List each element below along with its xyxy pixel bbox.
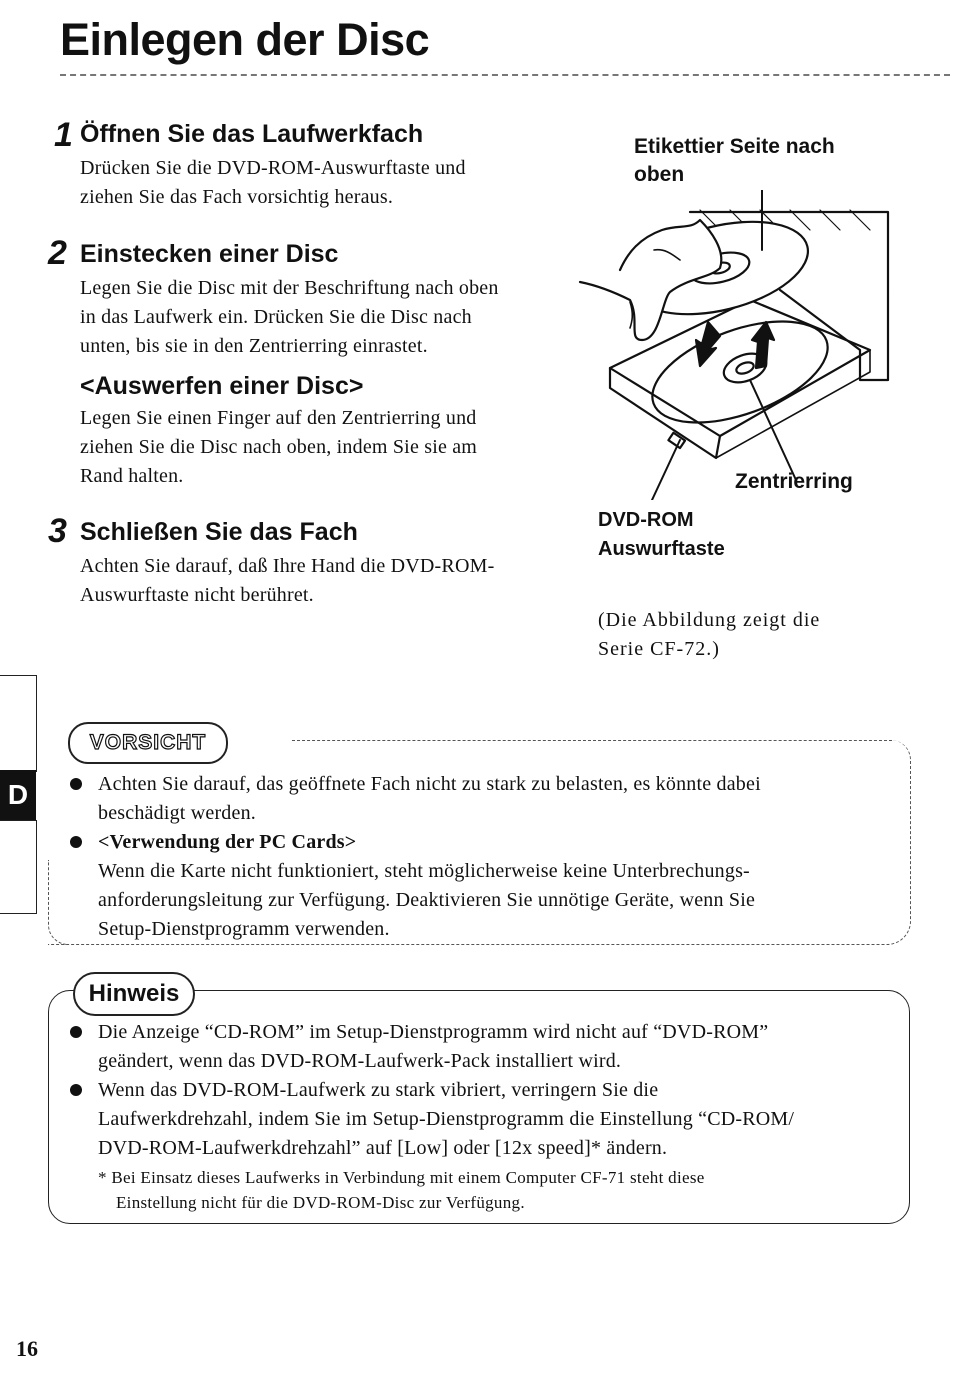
caption-line: (Die Abbildung zeigt die xyxy=(598,609,821,631)
text-line: Setup-Dienstprogramm verwenden. xyxy=(98,918,390,940)
figure-label-centering-ring: Zentrierring xyxy=(735,470,853,493)
side-tab-lower-box xyxy=(0,820,37,914)
text-line: Legen Sie einen Finger auf den Zentrierring und xyxy=(80,407,477,429)
step-2-text xyxy=(80,274,580,361)
caution-content xyxy=(70,770,892,944)
footnote-line: Einstellung nicht für die DVD-ROM-Disc zur Verfügung. xyxy=(116,1193,525,1212)
bullet-icon xyxy=(70,778,82,790)
note-content xyxy=(70,1018,892,1215)
caution-frame-corner xyxy=(48,860,69,945)
text-line: unten, bis sie in den Zentrierring einrastet. xyxy=(80,335,428,357)
bullet-icon xyxy=(70,1084,82,1096)
step-1-number: 1 xyxy=(54,116,73,154)
text-line: Wenn die Karte nicht funktioniert, steht möglicherweise keine Unterbrechungs- xyxy=(98,860,750,882)
label-line: DVD-ROM xyxy=(598,509,694,531)
text-line: Legen Sie die Disc mit der Beschriftung nach oben xyxy=(80,277,499,299)
text-line: beschädigt werden. xyxy=(98,802,256,824)
bullet-icon xyxy=(70,836,82,848)
caution-bullet-2-heading: <Verwendung der PC Cards> xyxy=(98,831,357,853)
text-line: Wenn das DVD-ROM-Laufwerk zu stark vibriert, verringern Sie die xyxy=(98,1079,659,1101)
text-line: ziehen Sie die Disc nach oben, indem Sie sie am xyxy=(80,436,478,458)
figure-label-label-side xyxy=(634,133,835,189)
label-line: oben xyxy=(634,163,685,186)
step-3-heading: Schließen Sie das Fach xyxy=(80,518,358,546)
section-tab-d: D xyxy=(0,770,36,820)
title-divider xyxy=(60,74,950,76)
text-line: Die Anzeige “CD-ROM” im Setup-Dienstprogramm wird nicht auf “DVD-ROM” xyxy=(98,1021,769,1043)
label-line: Auswurftaste xyxy=(598,538,725,560)
side-tab-upper-box xyxy=(0,675,37,772)
text-line: Rand halten. xyxy=(80,465,184,487)
caution-bullet-2 xyxy=(70,828,892,944)
step-3-number: 3 xyxy=(48,512,67,550)
caution-badge: VORSICHT xyxy=(68,722,228,764)
step-3-text xyxy=(80,552,580,610)
step-2-heading: Einstecken einer Disc xyxy=(80,240,339,268)
down-arrow-icon xyxy=(696,322,720,366)
step-1-text xyxy=(80,154,580,212)
page-title: Einlegen der Disc xyxy=(60,14,430,65)
step-1-heading: Öffnen Sie das Laufwerkfach xyxy=(80,120,424,148)
up-arrow-icon xyxy=(752,322,774,368)
text-line: ziehen Sie das Fach vorsichtig heraus. xyxy=(80,186,394,208)
text-line: DVD-ROM-Laufwerkdrehzahl” auf [Low] oder [12x speed]* ändern. xyxy=(98,1137,668,1159)
figure-caption xyxy=(598,606,820,664)
text-line: anforderungsleitung zur Verfügung. Deaktivieren Sie unnötige Geräte, wenn Sie xyxy=(98,889,756,911)
figure-label-eject-button xyxy=(598,506,725,564)
note-bullet-2 xyxy=(70,1076,892,1163)
label-line: Etikettier Seite nach xyxy=(634,135,835,158)
text-line: Drücken Sie die DVD-ROM-Auswurftaste und xyxy=(80,157,466,179)
note-bullet-1 xyxy=(70,1018,892,1076)
eject-button-leader xyxy=(652,440,680,500)
tray-disc-well xyxy=(639,301,841,443)
text-line: Laufwerkdrehzahl, indem Sie im Setup-Dienstprogramm die Einstellung “CD-ROM/ xyxy=(98,1108,795,1130)
note-footnote xyxy=(98,1165,892,1215)
text-line: Achten Sie darauf, das geöffnete Fach nicht zu stark zu belasten, es könnte dabei xyxy=(98,773,761,795)
step-2-number: 2 xyxy=(48,234,67,272)
text-line: Achten Sie darauf, daß Ihre Hand die DVD-ROM- xyxy=(80,555,495,577)
caution-bullet-1 xyxy=(70,770,892,828)
eject-text xyxy=(80,404,580,491)
text-line: in das Laufwerk ein. Drücken Sie die Disc nach xyxy=(80,306,472,328)
footnote-line: * Bei Einsatz dieses Laufwerks in Verbindung mit einem Computer CF-71 steht diese xyxy=(98,1168,705,1187)
eject-subheading: <Auswerfen einer Disc> xyxy=(80,372,364,400)
note-badge: Hinweis xyxy=(73,972,195,1016)
bullet-icon xyxy=(70,1026,82,1038)
dvd-drive-illustration xyxy=(570,190,900,500)
page-number: 16 xyxy=(16,1336,38,1361)
text-line: Auswurftaste nicht berühret. xyxy=(80,584,314,606)
text-line: geändert, wenn das DVD-ROM-Laufwerk-Pack installiert wird. xyxy=(98,1050,622,1072)
caption-line: Serie CF-72.) xyxy=(598,638,720,660)
tray-front xyxy=(610,368,720,458)
